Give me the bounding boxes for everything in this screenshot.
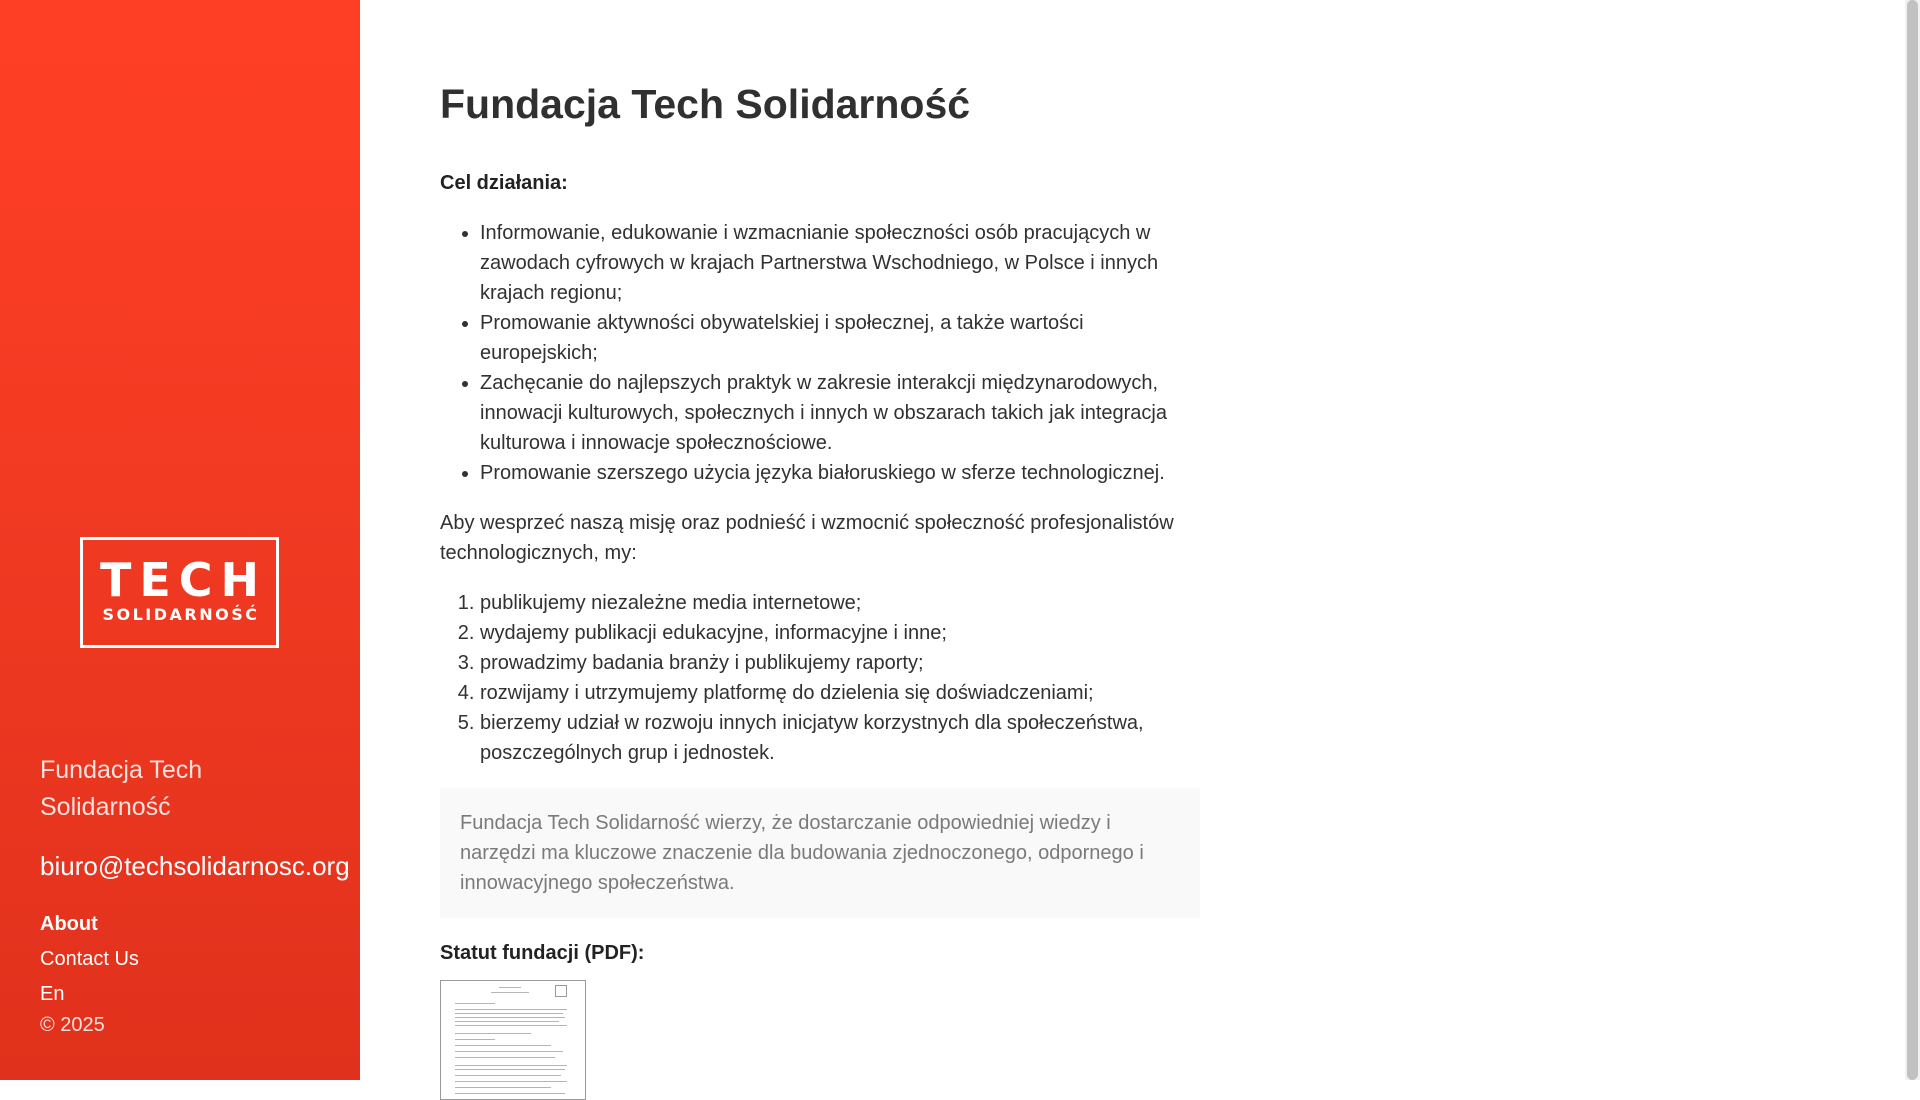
copyright: © 2025 (40, 1014, 105, 1036)
list-item: 2. wydajemy publikacji edukacyjne, informacyjne i inne; (480, 618, 1200, 648)
actions-list (440, 588, 1200, 768)
intro-paragraph: Aby wesprzeć naszą misję oraz podnieść i wzmocnić społeczność profesjonalistów technologicznych, my: (440, 512, 1174, 564)
list-item: • Promowanie szerszego użycia języka białoruskiego w sferze technologicznej. (480, 458, 1200, 488)
logo-main-text: TECH (99, 553, 268, 607)
page-title: Fundacja Tech Solidarność (440, 81, 971, 127)
statute-pdf-thumbnail[interactable] (440, 980, 586, 1100)
list-item: • Informowanie, edukowanie i wzmacnianie społeczności osób pracujących w zawodach cyfrowych w krajach Partnerstwa Wschodniego, w Polsce i innych krajach regionu; (480, 218, 1200, 308)
vertical-scrollbar[interactable] (1905, 0, 1920, 1080)
goals-list (440, 218, 1200, 488)
email-link[interactable]: biuro@techsolidarnosc.org (40, 851, 350, 881)
nav-item-about[interactable]: About (40, 913, 98, 935)
list-item: 4. rozwijamy i utrzymujemy platformę do dzielenia się doświadczeniami; (480, 678, 1200, 708)
pdf-page-icon (555, 985, 567, 997)
scrollbar-thumb[interactable] (1907, 0, 1918, 1080)
list-item: • Zachęcanie do najlepszych praktyk w zakresie interakcji międzynarodowych, innowacji kulturowych, społecznych i innych w obszarach takich jak integracja kulturowa i innowacje społecznościowe. (480, 368, 1200, 458)
sidebar (0, 0, 360, 1080)
list-item: • Promowanie aktywności obywatelskiej i społecznej, a także wartości europejskich; (480, 308, 1200, 368)
goals-heading: Cel działania: (440, 172, 568, 194)
logo-sub-text: SOLIDARNOŚĆ (102, 605, 260, 624)
list-item: 1. publikujemy niezależne media internetowe; (480, 588, 1200, 618)
mission-quote: Fundacja Tech Solidarność wierzy, że dostarczanie odpowiedniej wiedzy i narzędzi ma kluczowe znaczenie dla budowania zjednoczonego, odpornego i innowacyjnego społeczeństwa. (440, 788, 1200, 918)
nav-item-language-en[interactable]: En (40, 983, 65, 1005)
statute-heading: Statut fundacji (PDF): (440, 942, 645, 964)
list-item: 5. bierzemy udział w rozwoju innych inicjatyw korzystnych dla społeczeństwa, poszczególnych grup i jednostek. (480, 708, 1200, 768)
sidebar-nav (40, 907, 139, 1012)
tech-solidarnosc-logo[interactable] (80, 537, 279, 648)
organization-name: Fundacja Tech Solidarność (40, 756, 203, 821)
list-item: 3. prowadzimy badania branży i publikujemy raporty; (480, 648, 1200, 678)
nav-item-contact-us[interactable]: Contact Us (40, 948, 139, 970)
main-content (440, 0, 1200, 1100)
